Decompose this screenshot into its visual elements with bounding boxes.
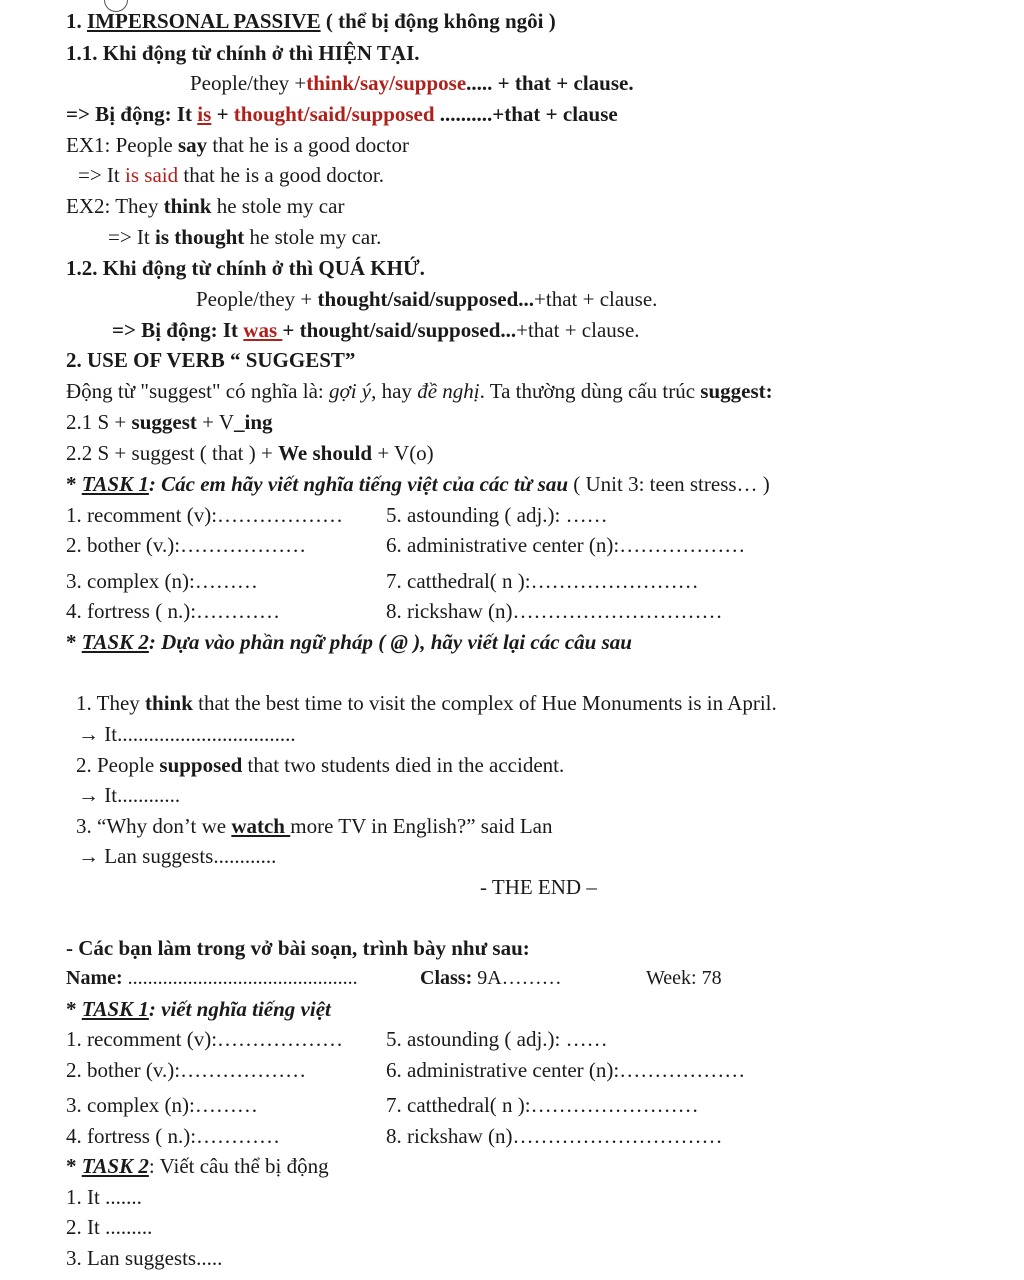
section2-title: 2. USE OF VERB “ SUGGEST” [66,348,356,372]
form-task1-item: 7. catthedral( n ):…………………… [386,1093,699,1117]
task1-label: TASK 1 [81,472,149,496]
example-1: EX1: People say that he is a good doctor [66,133,409,157]
section1-subtitle: ( thể bị động không ngôi ) [320,9,556,33]
task2-answer-line-2: → It............ [78,783,181,807]
task1-item: 8. rickshaw (n)………………………… [386,599,723,623]
task2-answer-line-3: → Lan suggests............ [78,844,277,868]
task1-item: 3. complex (n):……… [66,569,258,593]
task1-item: 5. astounding ( adj.): …… [386,503,608,527]
task2-label: TASK 2 [81,630,149,654]
task1-item: 7. catthedral( n ):…………………… [386,569,699,593]
task1-heading: * TASK 1: Các em hãy viết nghĩa tiếng việt của các từ sau ( Unit 3: teen stress… ) [66,472,770,496]
task1-item: 1. recomment (v):……………… [66,503,344,527]
suggest-description: Động từ "suggest" có nghĩa là: gợi ý, hay đề nghị. Ta thường dùng cấu trúc suggest: [66,379,773,403]
subsection-1-1: 1.1. Khi động từ chính ở thì HIỆN TẠI. [66,41,420,65]
form-task1-item: 5. astounding ( adj.): …… [386,1027,608,1051]
passive-was: was [243,318,283,342]
form-task2-heading: * TASK 2: Viết câu thể bị động [66,1154,329,1178]
form-task1-item: 3. complex (n):……… [66,1093,258,1117]
formula-verbs: think/say/suppose [306,71,467,95]
form-task1-item: 4. fortress ( n.):………… [66,1124,281,1148]
passive-verbs: thought/said/supposed [233,102,435,126]
section1-number: 1. [66,9,87,33]
form-task1-heading: * TASK 1: viết nghĩa tiếng việt [66,997,331,1021]
the-end-marker: - THE END – [480,875,597,899]
form-answer: 1. It ....... [66,1185,142,1209]
suggest-rule-1: 2.1 S + suggest + V_ing [66,410,273,434]
subsection-1-2: 1.2. Khi động từ chính ở thì QUÁ KHỨ. [66,256,425,280]
formula-present: People/they +think/say/suppose..... + that + clause. [190,71,634,95]
form-task1-item: 8. rickshaw (n)………………………… [386,1124,723,1148]
class-field: Class: 9A……… [420,967,562,989]
example-1-result: => It is said that he is a good doctor. [78,163,384,187]
task2-question-2: 2. People supposed that two students died in the accident. [76,753,565,777]
task1-item: 6. administrative center (n):……………… [386,533,746,557]
form-instruction: - Các bạn làm trong vở bài soạn, trình bày như sau: [66,936,530,960]
passive-present: => Bị động: It is + thought/said/supposed ..........+that + clause [66,102,618,126]
form-task1-item: 2. bother (v.):……………… [66,1058,307,1082]
week-field: Week: 78 [646,967,722,989]
task2-question-1: 1. They think that the best time to visit the complex of Hue Monuments is in April. [76,691,777,715]
task2-heading: * TASK 2: Dựa vào phần ngữ pháp ( @ ), hãy viết lại các câu sau [66,630,632,654]
suggest-rule-2: 2.2 S + suggest ( that ) + We should + V(o) [66,441,434,465]
task2-answer-line-1: → It.................................. [78,722,296,746]
example-2: EX2: They think he stole my car [66,194,345,218]
form-answer: 3. Lan suggests..... [66,1246,223,1270]
name-field: Name: .............................................. [66,967,358,989]
form-answer: 2. It ......... [66,1215,153,1239]
task2-question-3: 3. “Why don’t we watch more TV in English?” said Lan [76,814,553,838]
passive-past: => Bị động: It was + thought/said/supposed...+that + clause. [112,318,640,342]
task1-item: 4. fortress ( n.):………… [66,599,281,623]
form-task1-item: 6. administrative center (n):……………… [386,1058,746,1082]
passive-is: is [197,102,212,126]
form-task1-item: 1. recomment (v):……………… [66,1027,344,1051]
formula-past: People/they + thought/said/supposed...+that + clause. [196,287,658,311]
task1-item: 2. bother (v.):……………… [66,533,307,557]
example-2-result: => It is thought he stole my car. [108,225,382,249]
section1-title [66,8,556,34]
section1-heading: IMPERSONAL PASSIVE [87,9,321,33]
